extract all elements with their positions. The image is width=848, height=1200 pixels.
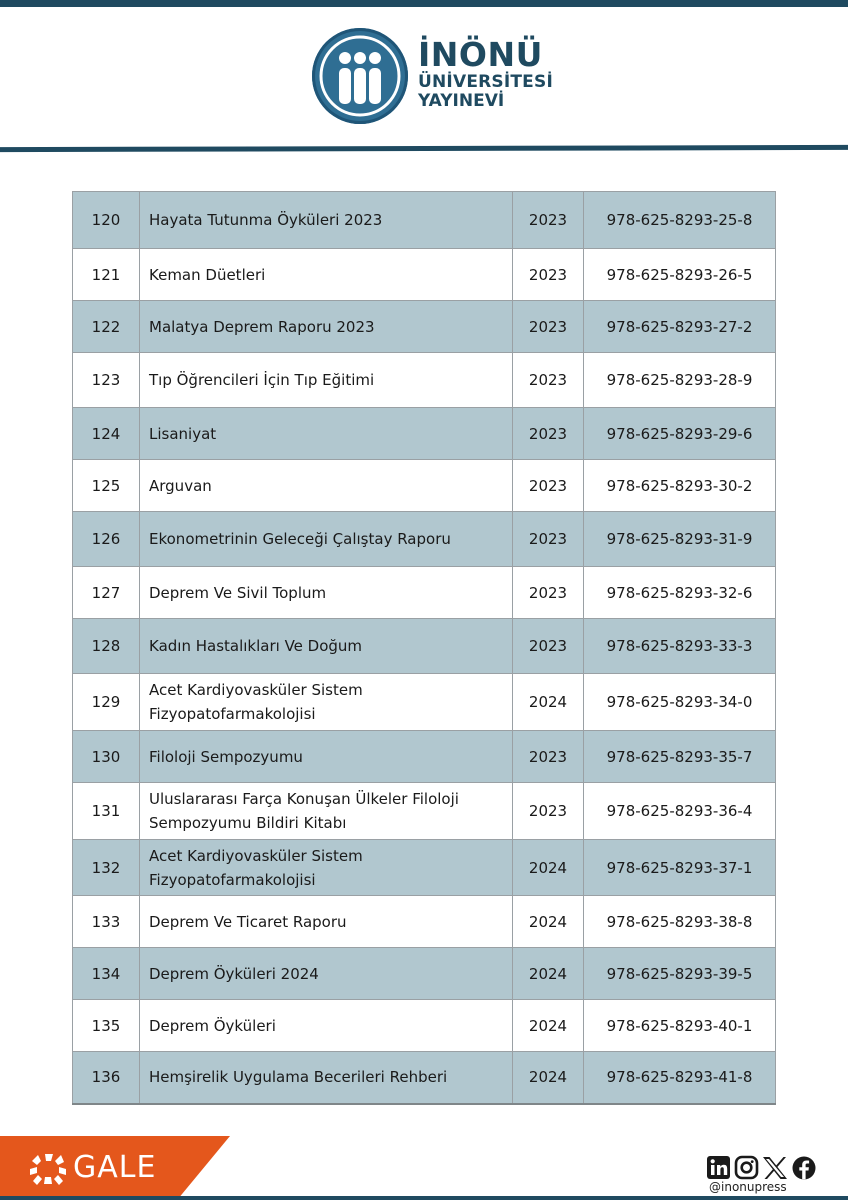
linkedin-icon[interactable] — [707, 1156, 730, 1179]
book-title: Filoloji Sempozyumu — [140, 731, 513, 783]
table-row — [73, 192, 776, 249]
table-row — [73, 408, 776, 460]
book-isbn: 978-625-8293-34-0 — [584, 674, 776, 731]
book-year: 2024 — [513, 674, 584, 731]
book-isbn: 978-625-8293-32-6 — [584, 567, 776, 619]
book-isbn: 978-625-8293-36-4 — [584, 783, 776, 840]
table-row — [73, 512, 776, 567]
book-isbn: 978-625-8293-35-7 — [584, 731, 776, 783]
book-title: Ekonometrinin Geleceği Çalıştay Raporu — [140, 512, 513, 567]
book-title: Deprem Öyküleri — [140, 1000, 513, 1052]
book-title: Kadın Hastalıkları Ve Doğum — [140, 619, 513, 674]
gale-logo-icon — [28, 1152, 68, 1186]
book-isbn: 978-625-8293-27-2 — [584, 301, 776, 353]
table-row — [73, 840, 776, 896]
table-row — [73, 674, 776, 731]
book-year: 2023 — [513, 192, 584, 249]
book-year: 2023 — [513, 408, 584, 460]
logo-emblem-icon — [312, 28, 408, 124]
book-year: 2023 — [513, 301, 584, 353]
book-title: Arguvan — [140, 460, 513, 512]
book-year: 2024 — [513, 840, 584, 896]
table-row — [73, 301, 776, 353]
book-year: 2023 — [513, 567, 584, 619]
book-title: Tıp Öğrencileri İçin Tıp Eğitimi — [140, 353, 513, 408]
book-title: Keman Düetleri — [140, 249, 513, 301]
book-isbn: 978-625-8293-29-6 — [584, 408, 776, 460]
book-isbn: 978-625-8293-33-3 — [584, 619, 776, 674]
table-row — [73, 948, 776, 1000]
book-number: 121 — [73, 249, 140, 301]
book-title: Uluslararası Farça Konuşan Ülkeler Filoloji Sempozyumu Bildiri Kitabı — [140, 783, 513, 840]
university-logo — [312, 28, 408, 124]
bottom-border — [0, 1196, 848, 1200]
book-title: Acet Kardiyovasküler Sistem Fizyopatofarmakolojisi — [140, 840, 513, 896]
book-year: 2024 — [513, 896, 584, 948]
book-number: 123 — [73, 353, 140, 408]
book-isbn: 978-625-8293-41-8 — [584, 1052, 776, 1104]
facebook-icon[interactable] — [793, 1157, 816, 1180]
book-title: Deprem Ve Ticaret Raporu — [140, 896, 513, 948]
book-year: 2023 — [513, 731, 584, 783]
book-number: 124 — [73, 408, 140, 460]
table-row — [73, 619, 776, 674]
publisher-name-line2: ÜNİVERSİTESİ — [418, 72, 553, 92]
book-number: 122 — [73, 301, 140, 353]
book-isbn: 978-625-8293-39-5 — [584, 948, 776, 1000]
book-number: 130 — [73, 731, 140, 783]
book-number: 136 — [73, 1052, 140, 1104]
book-year: 2023 — [513, 353, 584, 408]
book-number: 125 — [73, 460, 140, 512]
book-number: 135 — [73, 1000, 140, 1052]
book-number: 120 — [73, 192, 140, 249]
gale-brand: GALE — [73, 1150, 157, 1185]
book-isbn: 978-625-8293-38-8 — [584, 896, 776, 948]
book-isbn: 978-625-8293-40-1 — [584, 1000, 776, 1052]
book-year: 2023 — [513, 512, 584, 567]
book-list-table — [72, 191, 776, 1105]
book-number: 128 — [73, 619, 140, 674]
header-divider — [0, 145, 848, 152]
table-row — [73, 460, 776, 512]
table-row — [73, 567, 776, 619]
book-isbn: 978-625-8293-26-5 — [584, 249, 776, 301]
book-title: Lisaniyat — [140, 408, 513, 460]
book-year: 2023 — [513, 619, 584, 674]
book-isbn: 978-625-8293-30-2 — [584, 460, 776, 512]
table-row — [73, 1052, 776, 1104]
publisher-name — [418, 35, 553, 111]
book-title: Hemşirelik Uygulama Becerileri Rehberi — [140, 1052, 513, 1104]
book-year: 2024 — [513, 1052, 584, 1104]
book-number: 134 — [73, 948, 140, 1000]
book-number: 132 — [73, 840, 140, 896]
book-year: 2024 — [513, 1000, 584, 1052]
book-title: Acet Kardiyovasküler Sistem Fizyopatofarmakolojisi — [140, 674, 513, 731]
book-number: 133 — [73, 896, 140, 948]
book-title: Deprem Öyküleri 2024 — [140, 948, 513, 1000]
book-number: 131 — [73, 783, 140, 840]
table-row — [73, 896, 776, 948]
table-row — [73, 731, 776, 783]
book-year: 2023 — [513, 249, 584, 301]
x-icon[interactable] — [763, 1157, 787, 1179]
table-row — [73, 1000, 776, 1052]
book-year: 2024 — [513, 948, 584, 1000]
top-border — [0, 0, 848, 7]
book-title: Malatya Deprem Raporu 2023 — [140, 301, 513, 353]
publisher-name-line1: İNÖNÜ — [418, 35, 543, 74]
book-number: 129 — [73, 674, 140, 731]
book-isbn: 978-625-8293-25-8 — [584, 192, 776, 249]
book-year: 2023 — [513, 460, 584, 512]
instagram-icon[interactable] — [736, 1157, 757, 1178]
social-handle: @inonupress — [709, 1180, 787, 1194]
table-row — [73, 353, 776, 408]
table-row — [73, 249, 776, 301]
book-title: Deprem Ve Sivil Toplum — [140, 567, 513, 619]
book-title: Hayata Tutunma Öyküleri 2023 — [140, 192, 513, 249]
book-isbn: 978-625-8293-28-9 — [584, 353, 776, 408]
publisher-name-line3: YAYINEVİ — [418, 91, 505, 111]
book-year: 2023 — [513, 783, 584, 840]
book-isbn: 978-625-8293-37-1 — [584, 840, 776, 896]
book-isbn: 978-625-8293-31-9 — [584, 512, 776, 567]
book-number: 126 — [73, 512, 140, 567]
table-row — [73, 783, 776, 840]
book-number: 127 — [73, 567, 140, 619]
